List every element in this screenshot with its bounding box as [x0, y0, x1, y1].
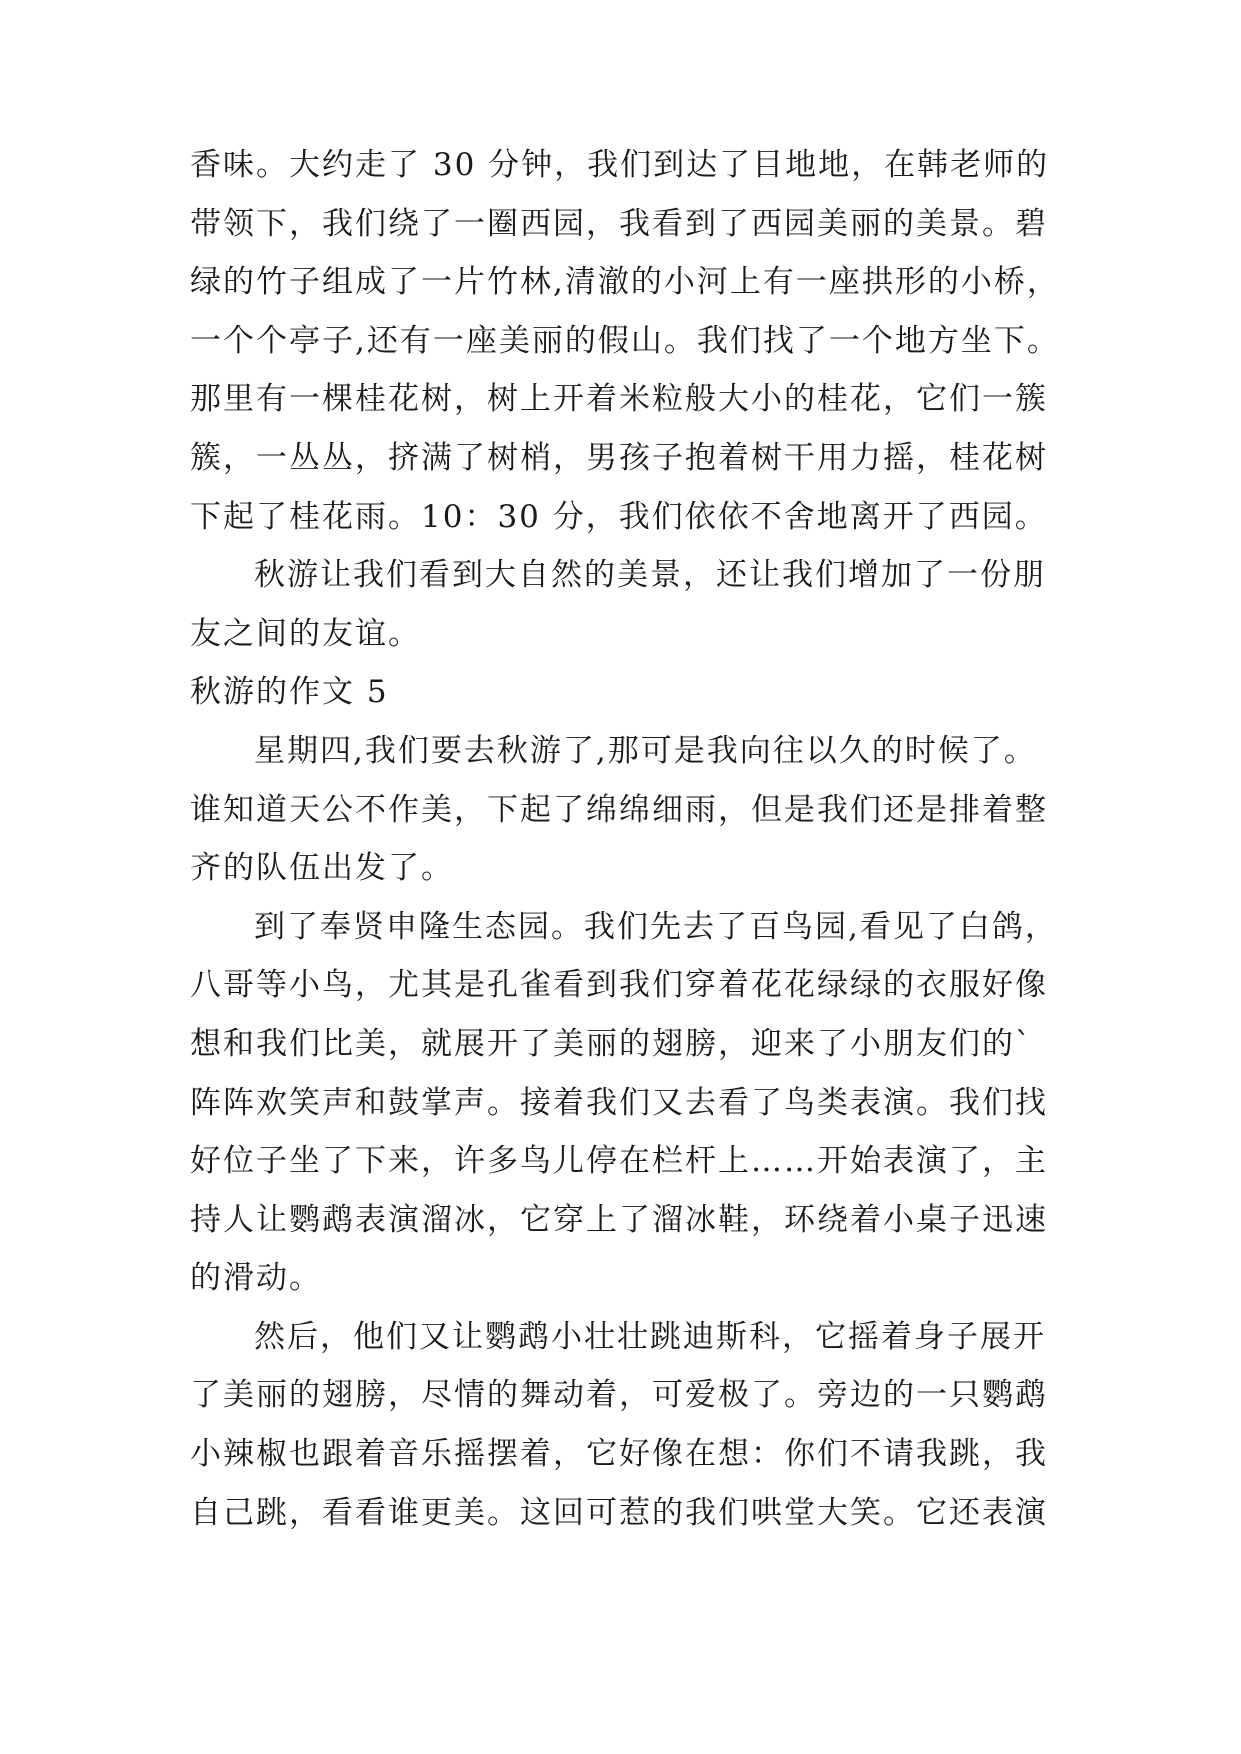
text-line: 然后，他们又让鹦鹉小壮壮跳迪斯科，它摇着身子展开	[254, 1318, 1046, 1355]
text-line: 簇，一丛丛，挤满了树梢，男孩子抱着树干用力摇，桂花树	[190, 439, 1048, 476]
essay-body	[190, 136, 1090, 1542]
section-heading: 秋游的作文 5	[190, 674, 389, 711]
text-line: 阵阵欢笑声和鼓掌声。接着我们又去看了鸟类表演。我们找	[190, 1084, 1048, 1121]
text-line: 好位子坐了下来，许多鸟儿停在栏杆上……开始表演了，主	[190, 1143, 1048, 1180]
text-line: 小辣椒也跟着音乐摇摆着，它好像在想：你们不请我跳，我	[190, 1436, 1048, 1473]
text-line: 一个个亭子,还有一座美丽的假山。我们找了一个地方坐下。	[190, 322, 1060, 359]
text-line: 了美丽的翅膀，尽情的舞动着，可爱极了。旁边的一只鹦鹉	[190, 1377, 1048, 1414]
text-line: 谁知道天公不作美，下起了绵绵细雨，但是我们还是排着整	[190, 791, 1048, 828]
text-line: 下起了桂花雨。10：30 分，我们依依不舍地离开了西园。	[190, 498, 1048, 535]
text-line: 那里有一棵桂花树，树上开着米粒般大小的桂花，它们一簇	[190, 381, 1048, 418]
text-line: 秋游让我们看到大自然的美景，还让我们增加了一份朋	[254, 557, 1046, 594]
text-line: 自己跳，看看谁更美。这回可惹的我们哄堂大笑。它还表演	[190, 1494, 1048, 1531]
text-line: 八哥等小鸟，尤其是孔雀看到我们穿着花花绿绿的衣服好像	[190, 967, 1048, 1004]
text-line: 带领下，我们绕了一圈西园，我看到了西园美丽的美景。碧	[190, 205, 1048, 242]
text-line: 星期四,我们要去秋游了,那可是我向往以久的时候了。	[254, 732, 1037, 769]
text-line: 香味。大约走了 30 分钟，我们到达了目地地，在韩老师的	[190, 147, 1050, 183]
text-line: 到了奉贤申隆生态园。我们先去了百鸟园,看见了白鸽，	[254, 908, 1058, 945]
text-line: 持人让鹦鹉表演溜冰，它穿上了溜冰鞋，环绕着小桌子迅速	[190, 1201, 1048, 1238]
text-line: 想和我们比美，就展开了美丽的翅膀，迎来了小朋友们的`	[190, 1025, 1033, 1062]
text-line: 友之间的友谊。	[190, 615, 421, 652]
text-line: 绿的竹子组成了一片竹林,清澈的小河上有一座拱形的小桥，	[190, 264, 1060, 301]
text-line: 的滑动。	[190, 1260, 322, 1297]
text-line: 齐的队伍出发了。	[190, 850, 454, 887]
